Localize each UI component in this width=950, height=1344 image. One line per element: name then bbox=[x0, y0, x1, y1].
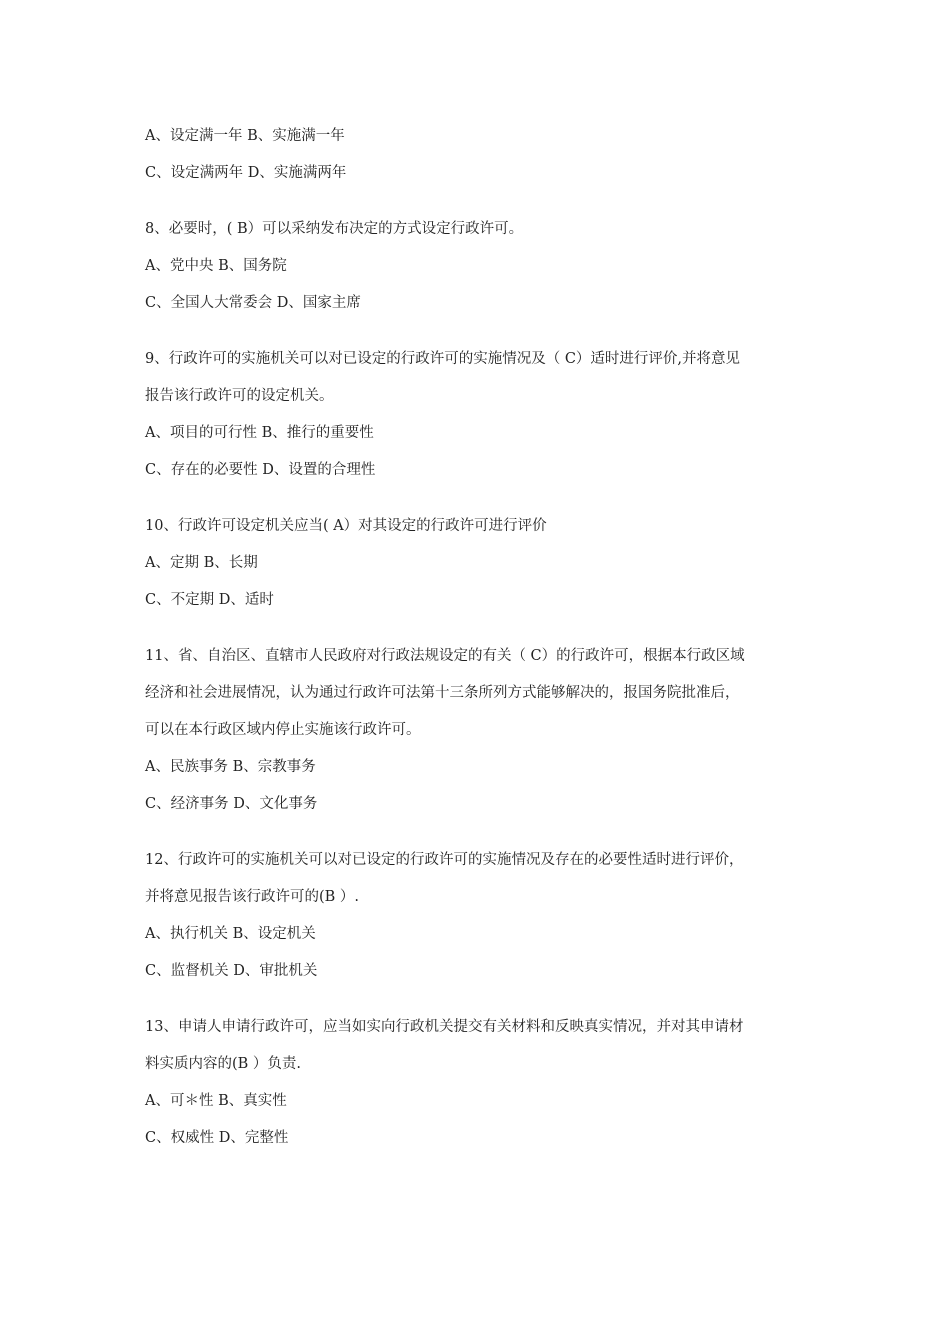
question-13 bbox=[145, 1009, 810, 1157]
q13-stem-line-2: 料实质内容的(B ）负责. bbox=[145, 1056, 302, 1072]
question-10 bbox=[145, 508, 810, 619]
q12-options-ab: A、执行机关 B、设定机关 bbox=[145, 926, 316, 942]
q9-options-cd: C、存在的必要性 D、设置的合理性 bbox=[145, 462, 376, 478]
q10-options-ab: A、定期 B、长期 bbox=[145, 555, 258, 571]
question-12 bbox=[145, 842, 810, 990]
q11-options-cd: C、经济事务 D、文化事务 bbox=[145, 796, 318, 812]
q8-stem: 8、必要时，( B）可以采纳发布决定的方式设定行政许可。 bbox=[145, 221, 524, 237]
q13-options-ab: A、可＊性 B、真实性 bbox=[145, 1093, 287, 1109]
q9-stem-line-2: 报告该行政许可的设定机关。 bbox=[145, 388, 334, 404]
q11-options-ab: A、民族事务 B、宗教事务 bbox=[145, 759, 316, 775]
q10-options-cd: C、不定期 D、适时 bbox=[145, 592, 274, 608]
q9-options-ab: A、项目的可行性 B、推行的重要性 bbox=[145, 425, 374, 441]
question-8 bbox=[145, 211, 810, 322]
q13-stem-line-1: 13、申请人申请行政许可，应当如实向行政机关提交有关材料和反映真实情况，并对其申请材 bbox=[145, 1019, 744, 1035]
q9-stem-line-1: 9、行政许可的实施机关可以对已设定的行政许可的实施情况及（ C）适时进行评价,并将意见 bbox=[145, 351, 741, 367]
q7-options-ab: A、设定满一年 B、实施满一年 bbox=[145, 128, 345, 144]
q10-stem: 10、行政许可设定机关应当( A）对其设定的行政许可进行评价 bbox=[145, 518, 547, 534]
q8-options-ab: A、党中央 B、国务院 bbox=[145, 258, 287, 274]
q13-options-cd: C、权威性 D、完整性 bbox=[145, 1130, 289, 1146]
q11-stem-line-2: 经济和社会进展情况，认为通过行政许可法第十三条所列方式能够解决的，报国务院批准后， bbox=[145, 685, 740, 701]
question-11 bbox=[145, 638, 810, 823]
q11-stem-line-1: 11、省、自治区、直辖市人民政府对行政法规设定的有关（ C）的行政许可，根据本行政区域 bbox=[145, 648, 745, 664]
q8-options-cd: C、全国人大常委会 D、国家主席 bbox=[145, 295, 361, 311]
question-7 bbox=[145, 118, 810, 192]
document-page bbox=[145, 118, 810, 1157]
q12-stem-line-1: 12、行政许可的实施机关可以对已设定的行政许可的实施情况及存在的必要性适时进行评价， bbox=[145, 852, 744, 868]
q7-options-cd: C、设定满两年 D、实施满两年 bbox=[145, 165, 347, 181]
q12-options-cd: C、监督机关 D、审批机关 bbox=[145, 963, 318, 979]
q12-stem-line-2: 并将意见报告该行政许可的(B ）. bbox=[145, 889, 360, 905]
q11-stem-line-3: 可以在本行政区域内停止实施该行政许可。 bbox=[145, 722, 421, 738]
question-9 bbox=[145, 341, 810, 489]
